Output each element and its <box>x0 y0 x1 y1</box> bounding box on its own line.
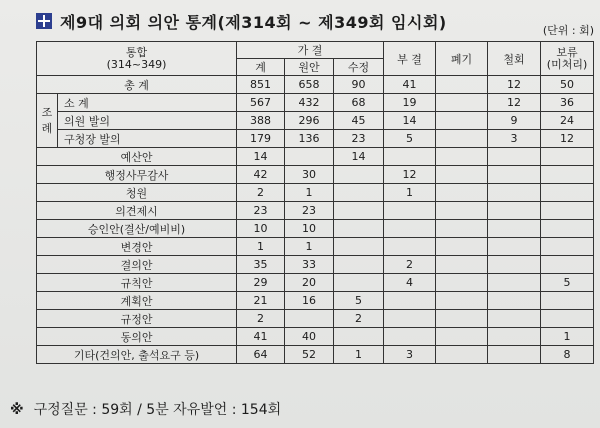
table-row <box>37 238 594 256</box>
cell-original: 23 <box>285 202 334 220</box>
cell-rejected <box>384 220 436 238</box>
category-header-main: 통합 <box>125 45 148 59</box>
cell-discarded <box>436 202 488 220</box>
row-label: 의견제시 <box>37 202 237 220</box>
row-label: 승인안(결산/예비비) <box>37 220 237 238</box>
table-row <box>37 256 594 274</box>
passed-amended-header: 수정 <box>334 59 384 76</box>
cell-rejected: 14 <box>384 112 436 130</box>
cell-amended <box>334 238 384 256</box>
category-header-sub: (314~349) <box>106 57 167 71</box>
cell-total: 29 <box>237 274 285 292</box>
cell-original: 658 <box>285 76 334 94</box>
cell-original: 1 <box>285 238 334 256</box>
cell-total: 1 <box>237 238 285 256</box>
cell-discarded <box>436 292 488 310</box>
cell-original: 136 <box>285 130 334 148</box>
table-row <box>37 184 594 202</box>
cell-withdrawn: 12 <box>488 76 541 94</box>
cell-total: 2 <box>237 310 285 328</box>
cell-total: 567 <box>237 94 285 112</box>
table-row <box>37 292 594 310</box>
row-label: 구청장 발의 <box>58 130 237 148</box>
cell-total: 2 <box>237 184 285 202</box>
row-label: 총 계 <box>37 76 237 94</box>
cell-rejected <box>384 238 436 256</box>
cell-withdrawn <box>488 184 541 202</box>
cell-discarded <box>436 310 488 328</box>
cell-discarded <box>436 274 488 292</box>
table-body <box>37 76 594 364</box>
cell-original: 20 <box>285 274 334 292</box>
cell-original: 1 <box>285 184 334 202</box>
cell-discarded <box>436 238 488 256</box>
cell-total: 179 <box>237 130 285 148</box>
category-header <box>37 42 237 76</box>
passed-original-header: 원안 <box>285 59 334 76</box>
table-row <box>37 112 594 130</box>
cell-discarded <box>436 328 488 346</box>
cell-original: 52 <box>285 346 334 364</box>
cell-pending: 50 <box>541 76 594 94</box>
cell-rejected <box>384 148 436 166</box>
cell-discarded <box>436 76 488 94</box>
cell-amended: 1 <box>334 346 384 364</box>
cell-rejected: 2 <box>384 256 436 274</box>
pending-header-line1: 보류 <box>556 45 578 59</box>
cell-pending <box>541 292 594 310</box>
rejected-header: 부 결 <box>384 42 436 76</box>
cell-discarded <box>436 94 488 112</box>
cell-discarded <box>436 130 488 148</box>
unit-label: (단위 : 회) <box>542 24 594 37</box>
cell-amended <box>334 166 384 184</box>
cell-withdrawn <box>488 220 541 238</box>
cell-total: 851 <box>237 76 285 94</box>
row-label: 소 계 <box>58 94 237 112</box>
cell-original <box>285 148 334 166</box>
cell-rejected: 1 <box>384 184 436 202</box>
cell-withdrawn <box>488 274 541 292</box>
table-row <box>37 220 594 238</box>
title-row <box>36 10 596 37</box>
cell-pending <box>541 148 594 166</box>
cell-discarded <box>436 184 488 202</box>
cell-pending: 5 <box>541 274 594 292</box>
cell-amended: 5 <box>334 292 384 310</box>
cell-withdrawn: 12 <box>488 94 541 112</box>
cell-pending: 36 <box>541 94 594 112</box>
cell-pending <box>541 202 594 220</box>
table-row <box>37 346 594 364</box>
table-row <box>37 94 594 112</box>
table-row <box>37 130 594 148</box>
cell-rejected <box>384 310 436 328</box>
table-row <box>37 328 594 346</box>
cell-rejected: 3 <box>384 346 436 364</box>
cell-amended: 23 <box>334 130 384 148</box>
withdrawn-header: 철회 <box>488 42 541 76</box>
table-row <box>37 76 594 94</box>
cell-withdrawn <box>488 148 541 166</box>
cell-pending <box>541 310 594 328</box>
cell-withdrawn <box>488 292 541 310</box>
cell-rejected: 41 <box>384 76 436 94</box>
cell-total: 10 <box>237 220 285 238</box>
cell-withdrawn <box>488 166 541 184</box>
cell-withdrawn <box>488 202 541 220</box>
cell-amended: 90 <box>334 76 384 94</box>
cell-rejected: 19 <box>384 94 436 112</box>
cell-discarded <box>436 346 488 364</box>
row-label: 규칙안 <box>37 274 237 292</box>
cell-discarded <box>436 220 488 238</box>
cell-rejected: 12 <box>384 166 436 184</box>
cell-total: 14 <box>237 148 285 166</box>
cell-pending <box>541 166 594 184</box>
bullet-icon <box>36 13 52 29</box>
row-label: 동의안 <box>37 328 237 346</box>
cell-amended: 2 <box>334 310 384 328</box>
cell-pending <box>541 184 594 202</box>
cell-total: 42 <box>237 166 285 184</box>
footnote <box>10 399 281 419</box>
row-label: 예산안 <box>37 148 237 166</box>
bill-statistics-table <box>36 41 594 364</box>
cell-original: 10 <box>285 220 334 238</box>
cell-amended <box>334 328 384 346</box>
cell-pending <box>541 256 594 274</box>
cell-rejected <box>384 202 436 220</box>
cell-pending: 24 <box>541 112 594 130</box>
cell-original: 30 <box>285 166 334 184</box>
cell-total: 35 <box>237 256 285 274</box>
cell-total: 41 <box>237 328 285 346</box>
row-label: 변경안 <box>37 238 237 256</box>
cell-amended: 14 <box>334 148 384 166</box>
cell-rejected <box>384 328 436 346</box>
cell-amended <box>334 184 384 202</box>
cell-total: 23 <box>237 202 285 220</box>
cell-rejected: 5 <box>384 130 436 148</box>
row-label: 기타(건의안, 출석요구 등) <box>37 346 237 364</box>
row-label: 결의안 <box>37 256 237 274</box>
cell-withdrawn <box>488 328 541 346</box>
cell-amended: 45 <box>334 112 384 130</box>
cell-original: 16 <box>285 292 334 310</box>
discarded-header: 폐기 <box>436 42 488 76</box>
cell-original: 296 <box>285 112 334 130</box>
row-label: 계획안 <box>37 292 237 310</box>
cell-withdrawn <box>488 256 541 274</box>
passed-total-header: 계 <box>237 59 285 76</box>
cell-original: 40 <box>285 328 334 346</box>
cell-amended: 68 <box>334 94 384 112</box>
cell-pending: 1 <box>541 328 594 346</box>
pending-header <box>541 42 594 76</box>
cell-original: 33 <box>285 256 334 274</box>
cell-discarded <box>436 112 488 130</box>
row-label: 행정사무감사 <box>37 166 237 184</box>
cell-amended <box>334 274 384 292</box>
cell-rejected <box>384 292 436 310</box>
table-row <box>37 166 594 184</box>
cell-pending <box>541 220 594 238</box>
row-label: 규정안 <box>37 310 237 328</box>
cell-total: 388 <box>237 112 285 130</box>
ordinance-group-label: 조 례 <box>37 94 58 148</box>
cell-total: 21 <box>237 292 285 310</box>
table-row <box>37 310 594 328</box>
table-row <box>37 274 594 292</box>
cell-withdrawn <box>488 346 541 364</box>
reference-mark: ※ <box>10 402 24 418</box>
footnote-text: 구정질문 : 59회 / 5분 자유발언 : 154회 <box>33 402 282 418</box>
cell-withdrawn <box>488 238 541 256</box>
row-label: 의원 발의 <box>58 112 237 130</box>
table-row <box>37 148 594 166</box>
cell-pending: 12 <box>541 130 594 148</box>
cell-withdrawn <box>488 310 541 328</box>
cell-amended <box>334 256 384 274</box>
cell-discarded <box>436 256 488 274</box>
page-title: 제9대 의회 의안 통계(제314회 ~ 제349회 임시회) <box>60 13 447 32</box>
cell-original: 432 <box>285 94 334 112</box>
cell-withdrawn: 9 <box>488 112 541 130</box>
cell-discarded <box>436 166 488 184</box>
cell-withdrawn: 3 <box>488 130 541 148</box>
cell-total: 64 <box>237 346 285 364</box>
cell-amended <box>334 220 384 238</box>
cell-pending: 8 <box>541 346 594 364</box>
cell-pending <box>541 238 594 256</box>
cell-discarded <box>436 148 488 166</box>
table-row <box>37 202 594 220</box>
passed-group-header: 가 결 <box>237 42 384 59</box>
cell-rejected: 4 <box>384 274 436 292</box>
cell-amended <box>334 202 384 220</box>
row-label: 청원 <box>37 184 237 202</box>
cell-original <box>285 310 334 328</box>
pending-header-line2: (미처리) <box>546 57 588 71</box>
